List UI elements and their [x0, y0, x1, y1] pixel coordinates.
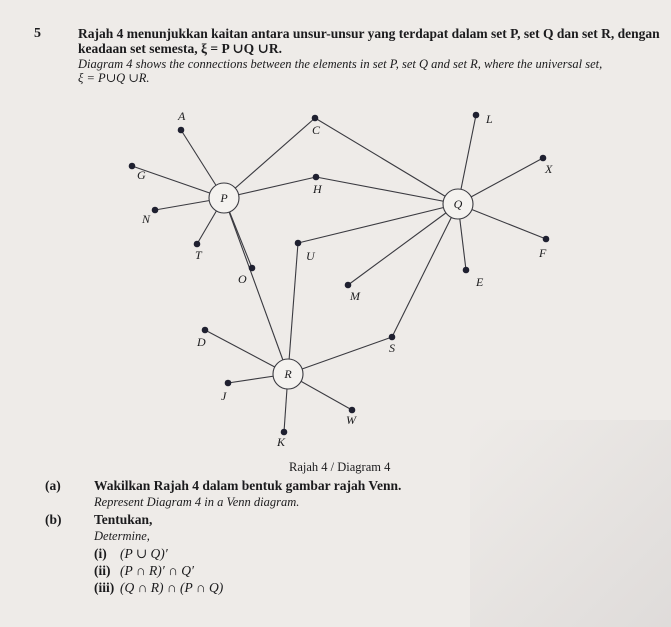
part-b-iii-expression: (Q ∩ R) ∩ (P ∩ Q) — [120, 580, 224, 595]
element-label-f: F — [539, 246, 547, 260]
element-label-m: M — [350, 289, 360, 303]
element-dot-e — [463, 267, 470, 274]
connection-R-S — [288, 337, 392, 374]
element-label-g: G — [137, 168, 146, 182]
part-b-label: (b) — [45, 512, 62, 527]
element-dot-d — [202, 327, 209, 334]
set-node-label-r: R — [284, 367, 292, 381]
diagram-caption: Rajah 4 / Diagram 4 — [289, 460, 391, 474]
element-dot-m — [345, 282, 352, 289]
element-dot-h — [313, 174, 320, 181]
connection-Q-H — [316, 177, 458, 204]
element-label-u: U — [306, 249, 315, 263]
element-label-x: X — [545, 162, 553, 176]
element-dot-n — [152, 207, 159, 214]
element-label-k: K — [277, 435, 286, 449]
part-b-text: Tentukan, — [94, 512, 153, 527]
set-node-label-q: Q — [453, 197, 463, 211]
connection-P-R — [224, 198, 288, 374]
connection-lines — [132, 115, 546, 432]
element-dot-l — [473, 112, 480, 119]
element-label-l: L — [486, 112, 493, 126]
part-b-iii-label: (iii) — [94, 580, 115, 595]
element-label-t: T — [195, 248, 202, 262]
element-dot-c — [312, 115, 319, 122]
part-b-ii-label: (ii) — [94, 563, 111, 578]
connection-R-U — [288, 243, 298, 374]
connection-Q-U — [298, 204, 458, 243]
part-a-label: (a) — [45, 478, 61, 493]
question-text-english-line1: Diagram 4 shows the connections between the elements in set P, set Q and set R, where the universal set, — [78, 57, 603, 71]
element-dot-x — [540, 155, 547, 162]
set-node-label-p: P — [220, 191, 228, 205]
question-text-malay-line2: keadaan set semesta, ξ = P ∪Q ∪R. — [78, 41, 282, 56]
question-number: 5 — [34, 26, 41, 41]
part-b-i-label: (i) — [94, 546, 107, 561]
element-label-w: W — [346, 413, 356, 427]
element-dot-t — [194, 241, 201, 248]
question-text-english-line2: ξ = P∪Q ∪R. — [78, 71, 150, 85]
element-dot-u — [295, 240, 302, 247]
element-label-n: N — [142, 212, 151, 226]
element-label-o: O — [238, 272, 247, 286]
element-dot-g — [129, 163, 136, 170]
part-b-english: Determine, — [94, 529, 150, 543]
element-dot-o — [249, 265, 256, 272]
part-b-i-expression: (P ∪ Q)′ — [120, 546, 168, 561]
element-label-s: S — [389, 341, 395, 355]
question-text-malay-line1: Rajah 4 menunjukkan kaitan antara unsur-unsur yang terdapat dalam set P, set Q dan set R, dengan — [78, 26, 660, 41]
element-label-j: J — [221, 389, 227, 403]
part-a-english: Represent Diagram 4 in a Venn diagram. — [94, 495, 300, 509]
element-label-c: C — [312, 123, 321, 137]
element-label-d: D — [197, 335, 206, 349]
element-label-h: H — [313, 182, 322, 196]
element-label-a: A — [178, 109, 186, 123]
connection-Q-C — [315, 118, 458, 204]
connection-Q-S — [392, 204, 458, 337]
element-dot-a — [178, 127, 185, 134]
connection-P-C — [224, 118, 315, 198]
part-a-text: Wakilkan Rajah 4 dalam bentuk gambar rajah Venn. — [94, 478, 402, 493]
part-b-ii-expression: (P ∩ R)′ ∩ Q′ — [120, 563, 194, 578]
element-label-e: E — [476, 275, 484, 289]
element-dot-j — [225, 380, 232, 387]
element-dot-s — [389, 334, 396, 341]
connection-Q-M — [348, 204, 458, 285]
element-dot-f — [543, 236, 550, 243]
